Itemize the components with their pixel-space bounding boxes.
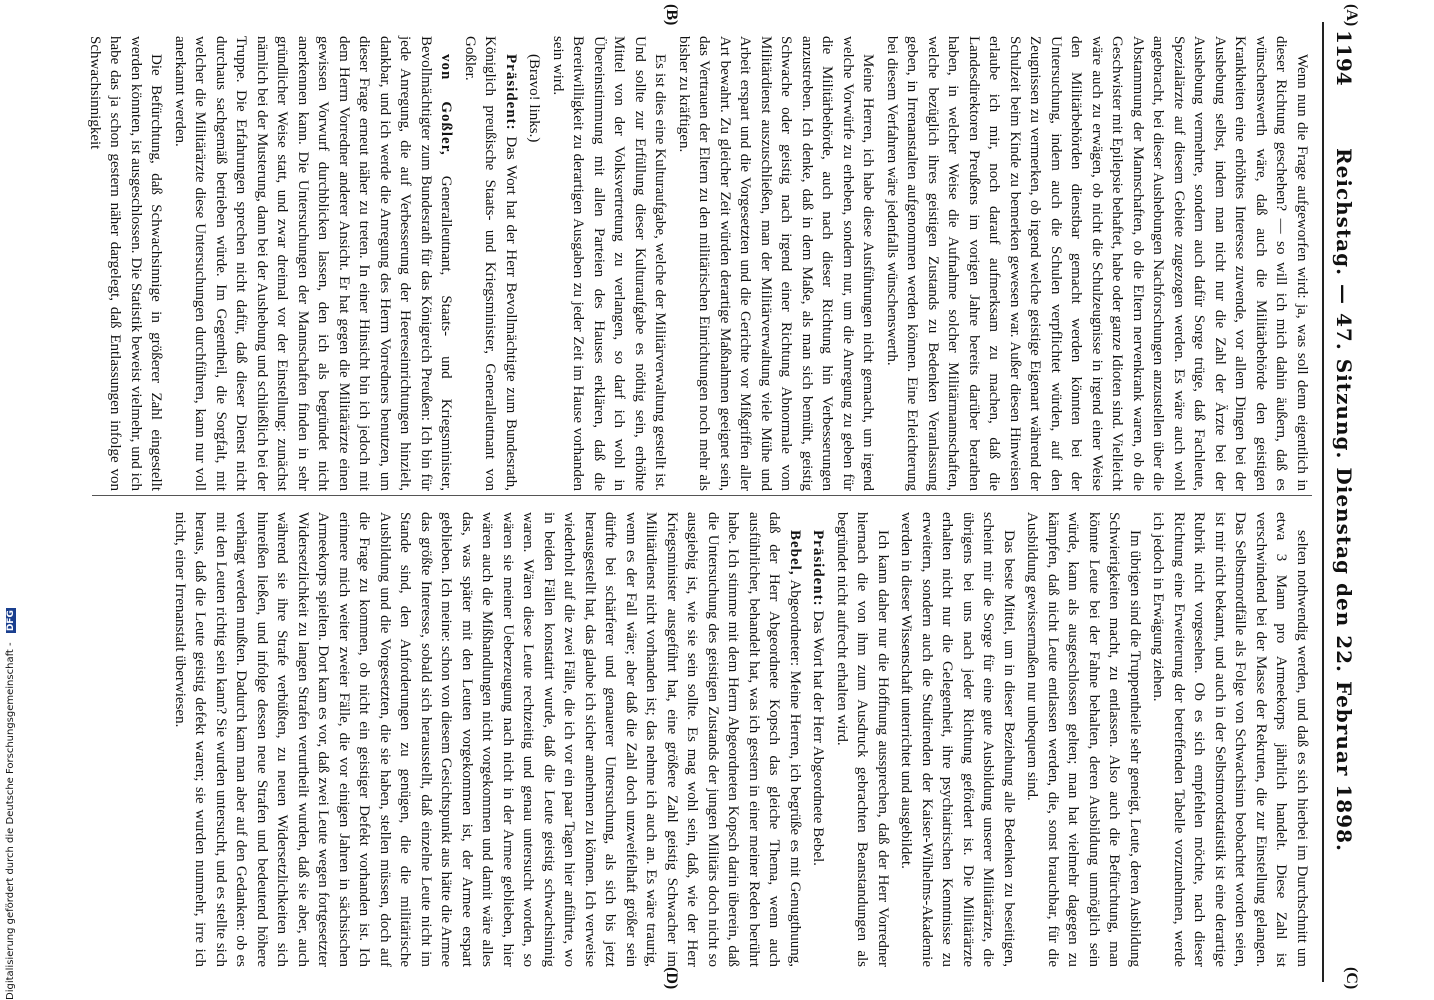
paragraph (524, 36, 545, 491)
speaker-name: Präsident: (810, 530, 827, 607)
paragraph-text: (Bravo! links.) (526, 54, 543, 143)
page-number: 1194 (1332, 30, 1356, 86)
paragraph-text: Abgeordneter: Meine Herren, ich begrüße es mit Genugthuung, daß der Herr Abgeordnete Kopsch das gleiche Thema, wenn auch ausführlicher, behandelt hat, was ich gestern in einer meiner Reden berührt habe. Ich stimme mit dem Herrn Abgeordneten Kopsch darin überein, daß die Untersuchung des geistigen Zustands der jungen Militärs doch nicht so ausgiebig ist, wie sie sein sollte. Es mag wohl sein, daß, wie der Herr Kriegsminister ausgeführt hat, eine größere Zahl geistig Schwacher im Militärdienst nicht vorhanden ist; das nehme ich auch an. Es wäre traurig, wenn es der Fall wäre; aber daß die Zahl doch unzweifelhaft größer sein dürfte bei schärferer und genauerer Untersuchung, als sich bis jetzt herausgestellt hat, das glaube ich sicher annehmen zu können. Ich verweise wiederholt auf die zwei Fälle, die ich vor ein paar Tagen hier anführte, wo in beiden Fällen konstatirt wurde, daß die Leute geistig schwachsinnig waren. Wären diese Leute rechtzeitig und genau untersucht worden, so wären sie meiner Ueberzeugung nach nicht in der Armee geblieben, hier wären auch die Mißhandlungen nicht vorgekommen und damit wäre alles das, was später mit den Leuten vorgekommen ist, der Armee erspart geblieben. Ich meine: schon von diesem Gesichtspunkt aus hätte die Armee das größte Interesse, sobald sich herausstellt, daß einzelne Leute nicht im Stande sind, den Anforderungen zu genügen, die die militärische Ausbildung und die Vorgesetzten, die sie haben, stellen müssen, doch auf die Frage zu kommen, ob nicht ein geistiger Defekt vorhanden ist. Ich erinnere mich weiter zweier Fälle, die vor einigen Jahren in sächsischen Armeekorps spielten. Dort kam es vor, daß zwei Leute wegen fortgesetzter Widersetzlichkeit zu langen Strafen verurtheilt wurden, daß sie aber, auch während sie ihre Strafe verbüßten, zu neuen Widersetzlichkeiten sich hinreißen ließen, und infolge dessen neue Strafen und bedeutend höhere verhängt werden mußten. Dadurch kam man aber auf den Gedanken: ob es mit den Leuten richtig sein kann? Sie wurden untersucht, und es stellte sich heraus, daß die Leute geistig defekt waren; sie wurden nunmehr, irre ich nicht, einer Irrenanstalt überwiesen. (172, 512, 803, 967)
speaker-name: von Goßler, (438, 54, 455, 156)
paragraph (882, 36, 1313, 491)
paragraph-text: Es ist dies eine Kulturaufgabe, welche der Militärverwaltung gestellt ist. Und sollte zur Erfüllung dieser Kulturaufgabe es nöthig sein, erhöhte Mittel von der Volksvertretung zu verlangen, so darf ich wohl in Übereinstimmung mit allen Parteien des Hauses erklären, daß die Bereitwilligkeit zu derartigen Ausgaben zu jeder Zeit im Hause vorhanden sein wird. (550, 36, 669, 491)
paragraph (1148, 512, 1312, 967)
paragraph (674, 36, 879, 491)
footer-text: Digitalisierung gefördert durch die Deutsche Forschungsgemeinschaft - (5, 642, 16, 1000)
margin-mark-a: (A) (1343, 4, 1360, 27)
paragraph (460, 36, 522, 491)
paragraph (170, 512, 806, 967)
speaker-name: Bebel, (787, 530, 803, 576)
paragraph-text: Generalleutnant, Staats- und Kriegsminister, Bevollmächtigter zum Bundesrath für das Königreich Preußen: Ich bin für jede Anregung, die auf Verbesserung der Heereseinrichtungen hinzielt, dankbar, und ich werde die Anregung des Herrn Vorredners benutzen, um dieser Frage erneut näher zu treten. In einer Hinsicht bin ich jedoch mit dem Herrn Vorredner anderer Ansicht. Er hat gegen die Militärärzte einen gewissen Vorwurf durchblicken lassen, den ich als begründet nicht anerkennen kann. Die Untersuchungen der Mannschaften finden in sehr gründlicher Weise statt, und zwar dreimal vor der Einstellung: zunächst nämlich bei der Musterung, dann bei der Aushebung und schließlich bei der Truppe. Die Erfahrungen sprechen nicht dafür, daß dieser Dienst nicht durchaus sachgemäß betrieben würde. Im Gegentheil, die Sorgfalt, mit welcher die Militärärzte diese Untersuchungen durchführen, kann nur voll anerkannt werden. (172, 36, 455, 491)
paragraph-text: Meine Herren, ich habe diese Ausführungen nicht gemacht, um irgend welche Vorwürfe zu erheben, sondern nur, um die Anregung zu geben für die Militärbehörde, auch nach dieser Richtung hin Verbesserungen anzustreben. Ich denke, daß in dem Maße, als man sich bemüht, geistig Schwache oder geistig nach irgend einer Richtung Abnormale vom Militärdienst auszuschließen, man der Militärverwaltung viele Mühe und Arbeit erspart und die Vorgesetzten und die Gerichte vor Mißgriffen aller Art bewahrt. Zu gleicher Zeit würden derartige Maßnahmen geeignet sein, das Vertrauen der Eltern zu den militärischen Einrichtungen noch mehr als bisher zu kräftigen. (676, 36, 877, 491)
paragraph-text: Im übrigen sind die Truppentheile sehr geneigt, Leute, deren Ausbildung Schwierigkeiten macht, zu entlassen. Also auch die Befürchtung, man könnte Leute bei der Fahne behalten, deren Ausbildung unmöglich sein würde, kann als ausgeschlossen gelten; man hat vielmehr dagegen zu kämpfen, daß nicht Leute entlassen werden, die, sonst brauchbar, für die Ausbildung gewissermaßen nur unbequem sind. (1024, 512, 1143, 967)
header-rule (1322, 22, 1324, 982)
left-column (42, 36, 1312, 491)
paragraph (85, 36, 167, 491)
speaker-name: Präsident: (503, 54, 519, 131)
paragraph (548, 36, 671, 491)
dfg-logo: DFG (6, 610, 16, 632)
paragraph (896, 512, 1019, 967)
right-column (42, 512, 1312, 967)
paragraph (1022, 512, 1145, 967)
footer (0, 0, 20, 1000)
margin-mark-d: (D) (663, 967, 680, 990)
paragraph-text: Die Befürchtung, daß Schwachsinnige in größerer Zahl eingestellt werden könnten, ist ausgeschlossen. Die Statistik beweist vielmehr, und ich habe das ja schon gestern näher dargelegt, daß Entlassungen infolge von Schwachsinnigkeit (87, 36, 165, 491)
scanned-page (10, 0, 1370, 1000)
page-header (1322, 0, 1362, 1000)
paragraph-text: Wenn nun die Frage aufgeworfen wird: ja, was soll denn eigentlich in dieser Richtung geschehen? — so will ich mich dahin äußern, daß es wünschenswerth wäre, daß auch die Militärbehörde den geistigen Krankheiten eine erhöhtes Interesse zuwende, vor allem Dingen bei der Aushebung selbst, indem man nicht nur die Zahl der Ärzte bei der Aushebung vermehrte, sondern auch dafür Sorge trüge, daß Fachleute, Spezialärzte auf diesem Gebiete zugezogen werden. Es wäre auch wohl angebracht, bei dieser Aushebungen Nachforschungen anzustellen über die Abstammung der Mannschaften, ob die Eltern nervenkrank waren, ob die Geschwister mit Epilepsie behaftet, habe oder ganze Idioten sind. Vielleicht wäre auch zu erwägen, ob nicht die Schulzeugnisse in irgend einer Weise den Militärbehörden dienstbar gemacht werden könnten bei der Untersuchung, indem auch die Schulen verpflichtet würden, auf den Zeugnissen zu vermerken, ob irgend welche geistige Eigenart während der Schulzeit beim Kinde zu bemerken gewesen war. Außer diesen Hinweisen erlaube ich mir, noch darauf aufmerksam zu machen, daß die Landesdirektoren Preußens im vorigen Jahre bereits darüber berathen haben, in welcher Weise die Aufnahme solcher Militärmannschaften, welche bezüglich ihres geistigen Zustands zu Bedenken Veranlassung geben, in Irrenanstalten aufgenommen werden können. Eine Erleichterung bei diesem Verfahren wäre jedenfalls wünschenswerth. (884, 36, 1310, 491)
paragraph-text: Das Wort hat der Herr Abgeordnete Bebel. (810, 610, 827, 866)
margin-mark-c: (C) (1343, 967, 1360, 990)
paragraph-text: selten nothwendig werden, und daß es sich hierbei im Durchschnitt um etwa 3 Mann pro Armeekorps jährlich handelt. Diese Zahl ist verschwindend bei der Masse der Rekruten, die zur Einstellung gelangen. Das Selbstmordfälle als Folge von Schwachsinn beobachtet worden seien, ist mir nicht bekannt, und auch in der Selbstmordstatistik ist eine derartige Rubrik nicht vorgesehen. Ob es sich empfehlen möchte, nach dieser Richtung eine Erweiterung der betreffenden Tabelle vorzunehmen, werde ich jedoch in Erwägung ziehen. (1150, 512, 1310, 967)
paragraph-text: Ich kann daher nur die Hoffnung aussprechen, daß der Herr Vorredner hiernach die von ihm zum Ausdruck gebrachten Beanstandungen als begründet nicht aufrecht erhalten wird. (834, 512, 891, 967)
paragraph-text: Das beste Mittel, um in dieser Beziehung alle Bedenken zu beseitigen, scheint mir die Sorge für eine gute Ausbildung unserer Militärärzte, die übrigens bei uns nach jeder Richtung gefördert ist. Die Militärärzte erhalten nicht nur die Gelegenheit, ihre psychiatrischen Kenntnisse zu erweitern, sondern auch die Studirenden der Kaiser-Wilhelms-Akademie werden in dieser Wissenschaft unterrichtet und ausgebildet. (898, 512, 1017, 967)
column-separator (92, 495, 1312, 496)
margin-mark-b: (B) (663, 4, 680, 26)
paragraph-text: Das Wort hat der Herr Bevollmächtigte zum Bundesrath, Königlich preußische Staats- und Kriegsminister, Generalleutnant von Goßler. (462, 36, 519, 492)
paragraph (808, 512, 829, 967)
paragraph (832, 512, 894, 967)
page-title: Reichstag. — 47. Sitzung. Dienstag den 22. Februar 1898. (1332, 148, 1356, 852)
paragraph (170, 36, 457, 491)
